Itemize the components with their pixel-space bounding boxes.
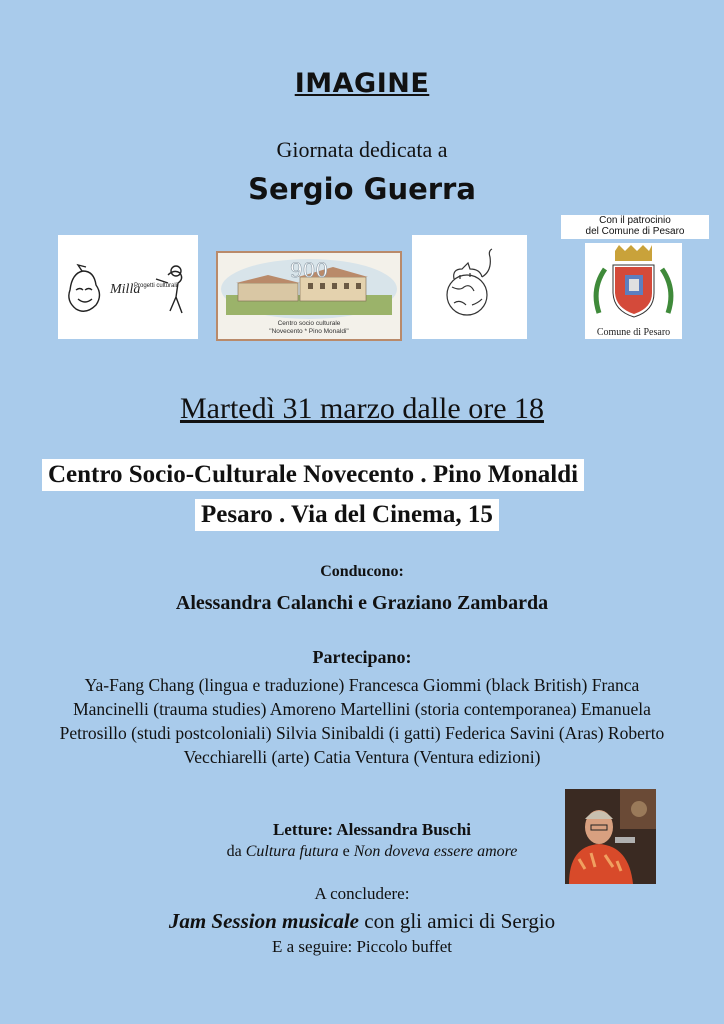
poster-subtitle: Giornata dedicata a	[276, 137, 448, 162]
centro-novecento-logo	[216, 251, 402, 341]
jam-session-rest: con gli amici di Sergio	[364, 909, 556, 933]
book-title-1: Cultura futura	[245, 843, 339, 860]
comune-label: Comune di Pesaro	[596, 327, 671, 338]
event-date: Martedì 31 marzo dalle ore 18	[179, 392, 545, 425]
milla-logo-sub: Progetti culturali	[134, 283, 178, 289]
pesaro-coat-of-arms	[585, 243, 682, 339]
hosts-names: Alessandra Calanchi e Graziano Zambarda	[175, 592, 549, 614]
centro-logo-number: 900	[289, 258, 329, 282]
milla-logo-name: Milla	[110, 282, 141, 297]
comune-pesaro-logo	[585, 243, 682, 339]
readings-label: Letture: Alessandra Buschi	[272, 820, 472, 839]
closing-label: A concludere:	[314, 884, 410, 903]
patrocinio-label	[561, 215, 709, 239]
readings-prefix: da	[226, 843, 242, 860]
centro-novecento-drawing	[218, 253, 400, 339]
participants-list: Ya-Fang Chang (lingua e traduzione) Francesca Giommi (black British) Franca Mancinelli (trauma studies) Amoreno Martellini (storia contemporanea) Emanuela Petrosillo (studi postcoloniali) Silvia Sinibaldi (i gatti) Federica Savini (Aras) Roberto Vecchiarelli (arte) Catia Ventura (Ventura edizioni)	[59, 675, 665, 767]
sergio-guerra-photo	[565, 789, 656, 884]
venue-line-1: Centro Socio-Culturale Novecento . Pino Monaldi	[42, 459, 584, 491]
jam-session-line	[0, 909, 724, 934]
centro-logo-line2: "Novecento * Pino Monaldi"	[269, 328, 349, 335]
cat-globe-logo	[412, 235, 527, 339]
jam-session-title: Jam Session musicale	[168, 909, 360, 933]
book-title-2: Non doveva essere amore	[353, 843, 518, 860]
readings-conj: e	[342, 843, 350, 860]
centro-logo-line1: Centro socio culturale	[277, 320, 341, 327]
poster-title: IMAGINE	[294, 68, 430, 99]
honoree-name: Sergio Guerra	[248, 172, 476, 206]
buffet-line: E a seguire: Piccolo buffet	[271, 937, 453, 956]
cat-globe-drawing	[412, 235, 527, 339]
milla-logo-drawing	[58, 235, 198, 339]
venue-line-2: Pesaro . Via del Cinema, 15	[195, 499, 499, 531]
patrocinio-line1: Con il patrocinio	[599, 215, 671, 226]
hosts-label: Conducono:	[320, 563, 404, 580]
participants-label: Partecipano:	[312, 647, 412, 667]
milla-logo	[58, 235, 198, 339]
patrocinio-line2: del Comune di Pesaro	[585, 226, 685, 237]
photo-drawing	[565, 789, 656, 884]
